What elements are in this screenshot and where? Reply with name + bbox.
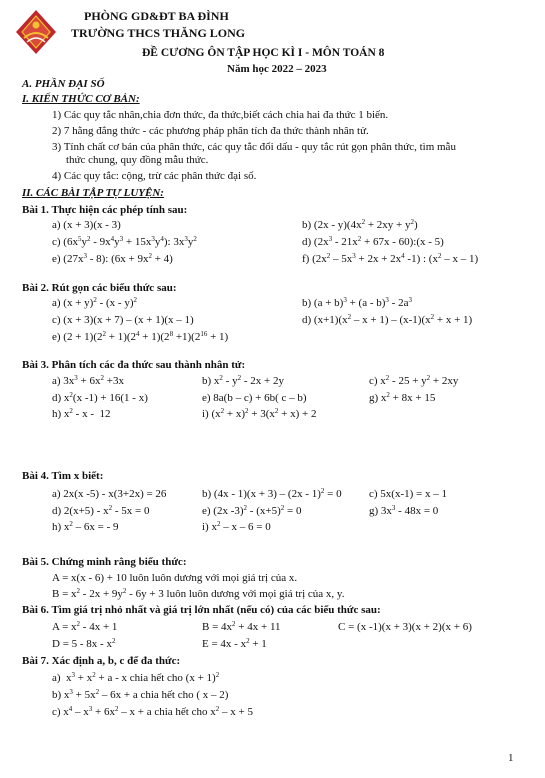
exercise-7c: c) $x^4 - x^3 + 6x^2 - x + a$ chia hết cho $x^2 - x + 5$ (52, 705, 253, 718)
exercise-1c: c) $(6x^5y^2 - 9x^4y^3 + 15x^3y^4)$: $3x^3y^2$ (52, 235, 197, 248)
exercise-6-title: Bài 6. Tìm giá trị nhỏ nhất và giá trị lớn nhất (nếu có) của các biểu thức sau: (22, 604, 381, 616)
school-year: Năm học 2022 – 2023 (227, 63, 327, 75)
exercise-6-e: $E = 4x - x^2 + 1$ (202, 637, 267, 650)
document-title: ĐỀ CƯƠNG ÔN TẬP HỌC KÌ I - MÔN TOÁN 8 (142, 47, 385, 59)
exercise-3e: e) 8a(b – c) + 6b( c – b) (202, 392, 307, 404)
exercise-1e: e) $(27x^3 - 8)$: $(6x + 9x^2 + 4)$ (52, 252, 173, 265)
section-a-heading: A. PHẦN ĐẠI SỐ (22, 78, 105, 90)
knowledge-item-1: 1) Các quy tắc nhân,chia đơn thức, đa thức,biết cách chia hai đa thức 1 biến. (52, 109, 389, 121)
exercise-7-title: Bài 7. Xác định a, b, c để đa thức: (22, 655, 181, 667)
exercise-6-a: $A = x^2 - 4x + 1$ (52, 620, 118, 633)
exercise-6-d: $D = 5 - 8x - x^2$ (52, 637, 116, 650)
exercise-7b: b) $x^3 + 5x^2 - 6x + a$ chia hết cho ( x – 2) (52, 688, 229, 701)
exercise-6-c: C = (x -1)(x + 3)(x + 2)(x + 6) (338, 621, 472, 633)
school-name: TRƯỜNG THCS THĂNG LONG (71, 26, 246, 40)
exercise-2d: d) $(x+1)(x^2 - x + 1) - (x-1)(x^2 + x + 1)$ (302, 313, 473, 326)
exercise-3i: i) $(x^2 + x)^2 + 3(x^2 + x) + 2$ (202, 407, 317, 420)
exercise-3a: a) $3x^3 + 6x^2 +3x$ (52, 374, 124, 387)
exercise-3h: h) $x^2$ - x - 12 (52, 407, 111, 420)
exercise-2-title: Bài 2. Rút gọn các biểu thức sau: (22, 282, 177, 294)
exercise-4c: c) 5x(x-1) = x – 1 (369, 488, 447, 500)
exercise-4b: b) (4x - 1)(x + 3) – (2x - 1)$^2$ = 0 (202, 487, 342, 500)
department-name: PHÒNG GD&ĐT BA ĐÌNH (84, 9, 229, 23)
exercise-7a: a) $x^3 + x^2 + a - x$ chia hết cho $(x + 1)^2$ (52, 671, 220, 684)
exercise-3g: g) $x^2 + 8x + 15$ (369, 391, 436, 404)
knowledge-item-4: 4) Các quy tắc: cộng, trừ các phân thức đại số. (52, 170, 257, 182)
exercise-1a: a) (x + 3)(x - 3) (52, 219, 121, 231)
knowledge-item-2: 2) 7 hằng đẳng thức - các phương pháp phân tích đa thức thành nhân tử. (52, 125, 369, 137)
knowledge-item-3-cont: thức chung, quy đồng mẫu thức. (66, 154, 209, 166)
part-1-heading: I. KIẾN THỨC CƠ BẢN: (22, 93, 140, 105)
exercise-1b: b) $(2x - y)(4x^2 + 2xy + y^2)$ (302, 218, 418, 231)
exercise-2b: b) $(a + b)^3 + (a - b)^3 - 2a^3$ (302, 296, 412, 309)
exercise-2c: c) (x + 3)(x + 7) – (x + 1)(x – 1) (52, 314, 194, 326)
exercise-3c: c) $x^2 - 25 + y^2 + 2xy$ (369, 374, 459, 387)
exercise-2e: e) $(2 + 1)(2^2 + 1)(2^4 + 1)(2^8 +1)(2^{16} + 1)$ (52, 330, 229, 343)
knowledge-item-3: 3) Tính chất cơ bản của phân thức, các quy tắc đổi dấu - quy tắc rút gọn phân thức, tìm mẫu (52, 141, 456, 153)
exercise-1d: d) ($2x^3 - 21x^2 + 67x$ - 60):(x - 5) (302, 235, 444, 248)
exercise-4a: a) 2x(x -5) - x(3+2x) = 26 (52, 488, 167, 500)
part-2-heading: II. CÁC BÀI TẬP TỰ LUYỆN: (22, 187, 164, 199)
exercise-1f: f) ($2x^2 - 5x^3 + 2x + 2x^4$ -1) : ($x^2$ – x – 1) (302, 252, 479, 265)
exercise-5a: A = x(x - 6) + 10 luôn luôn dương với mọi giá trị của x. (52, 572, 298, 584)
exercise-4h: h) $x^2 - 6x$ = - 9 (52, 520, 119, 533)
exercise-3d: d) $x^2(x$ -1) + 16(1 - x) (52, 391, 148, 404)
exercise-4-title: Bài 4. Tìm x biết: (22, 470, 104, 482)
exercise-6-b: $B = 4x^2 + 4x + 11$ (202, 620, 281, 633)
exercise-5-title: Bài 5. Chứng minh rằng biểu thức: (22, 556, 187, 568)
exercise-2a: a) $(x + y)^2 - (x - y)^2$ (52, 296, 137, 309)
exercise-4g: g) $3x^3 - 48x = 0$ (369, 504, 439, 517)
exercise-4e: e) (2x $-3)^2 - (x+5)^2 = 0$ (202, 504, 302, 517)
exercise-4d: d) $2(x+5) - x^2 - 5x = 0$ (52, 504, 150, 517)
exercise-1-title: Bài 1. Thực hiện các phép tính sau: (22, 204, 188, 216)
exercise-3b: b) $x^2 - y^2 - 2x + 2y$ (202, 374, 284, 387)
page-number: 1 (508, 752, 514, 764)
exercise-5b: $B = x^2 - 2x + 9y^2 - 6y + 3$ luôn luôn dương với mọi giá trị của x, y. (52, 587, 345, 600)
exercise-4i: i) $x^2 - x - 6 = 0$ (202, 520, 271, 533)
school-emblem-icon (14, 8, 58, 56)
exercise-3-title: Bài 3. Phân tích các đa thức sau thành nhân tử: (22, 359, 246, 371)
